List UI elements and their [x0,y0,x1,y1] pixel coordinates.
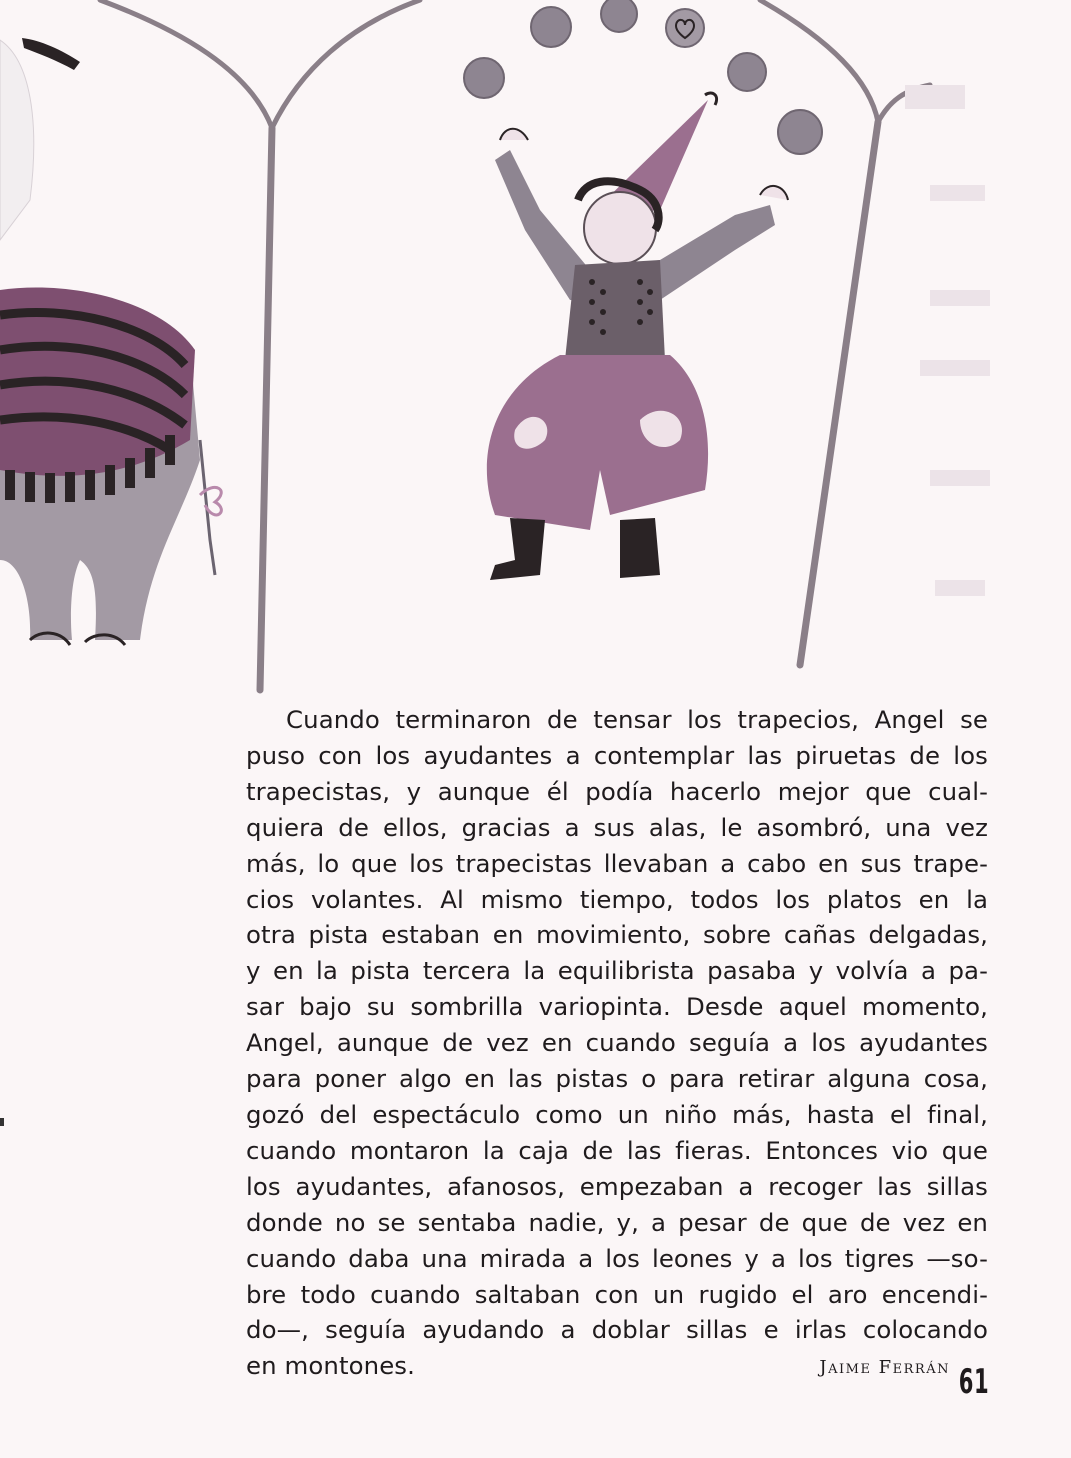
tent-arches [100,0,930,690]
page-number: 61 [958,1362,989,1402]
story-paragraph [246,702,988,1386]
paragraph-line: bre todo cuando saltaban con un rugido el aro encendi- [246,1279,988,1309]
paragraph-line: do—, seguía ayudando a doblar sillas e irlas colocando [246,1315,988,1345]
paragraph-line: gozó del espectáculo como un niño más, hasta el final, [246,1099,988,1129]
paragraph-line: cuando montaron la caja de las fieras. Entonces vio que [246,1135,988,1165]
paragraph-line: sar bajo su sombrilla variopinta. Desde aquel momento, [246,992,988,1022]
corner-mark [22,38,80,70]
paragraph-last-words: en montones. [246,1351,415,1381]
paragraph-line: y en la pista tercera la equilibrista pasaba y volvía a pa- [246,956,988,986]
author-signature: Jaime Ferrán [819,1357,950,1379]
paragraph-line: puso con los ayudantes a contemplar las piruetas de los [246,740,988,770]
paragraph-line: Angel, aunque de vez en cuando seguía a los ayudantes [246,1028,988,1058]
paragraph-line: cios volantes. Al mismo tiempo, todos los platos en la [246,884,988,914]
elephant-illustration [0,288,221,646]
edge-mark [0,1118,4,1126]
paragraph-line: Cuando terminaron de tensar los trapecios, Angel se [286,705,988,734]
paragraph-line: quiera de ellos, gracias a sus alas, le asombró, una vez [246,812,988,842]
final-line [246,1348,988,1386]
paragraph-line: para poner algo en las pistas o para retirar alguna cosa, [246,1064,988,1094]
clown-juggler [487,93,788,580]
white-sketch-shape [0,40,34,240]
paragraph-line: trapecistas, y aunque él podía hacerlo mejor que cual- [246,776,988,806]
bleed-through-marks [905,85,990,596]
paragraph-line: cuando daba una mirada a los leones y a los tigres —so- [246,1243,988,1273]
paragraph-line: más, lo que los trapecistas llevaban a cabo en sus trape- [246,848,988,878]
paragraph-line: los ayudantes, afanosos, empezaban a recoger las sillas [246,1171,988,1201]
circus-illustration [0,0,1071,700]
paragraph-line: otra pista estaban en movimiento, sobre cañas delgadas, [246,920,988,950]
paragraph-line: donde no se sentaba nadie, y, a pesar de que de vez en [246,1207,988,1237]
